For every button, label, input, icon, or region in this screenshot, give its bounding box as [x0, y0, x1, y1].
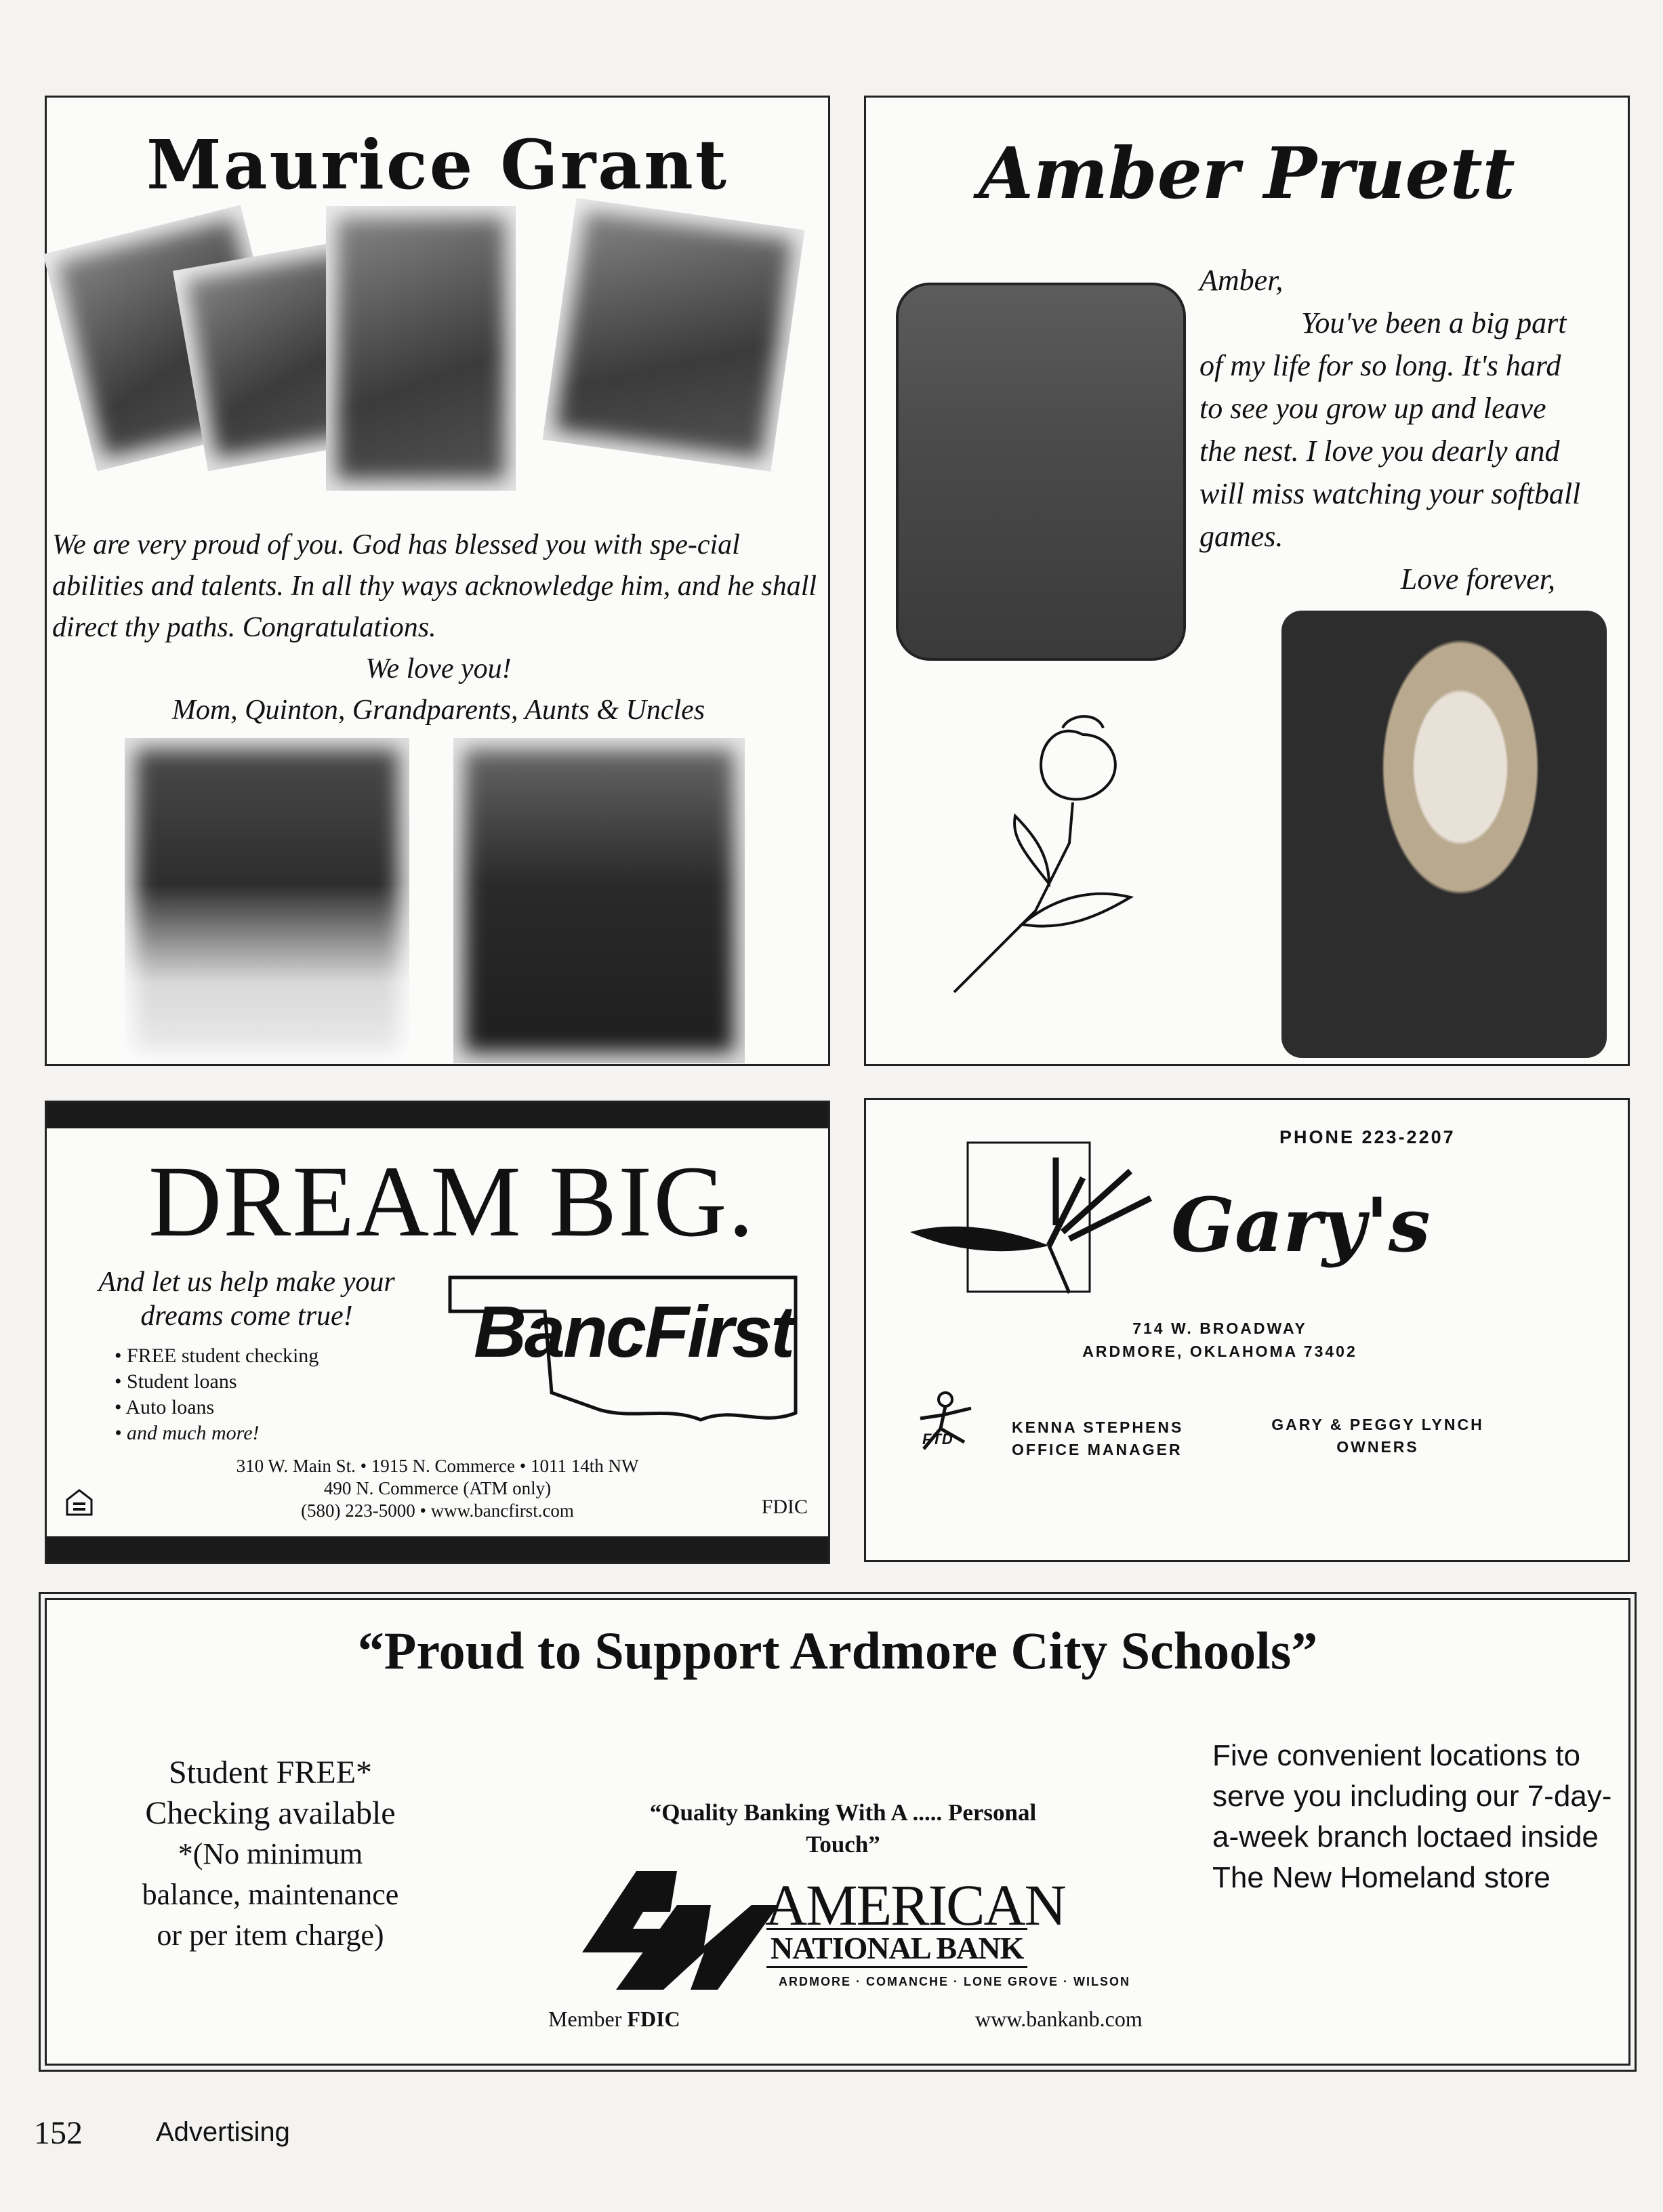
phone-number: PHONE 223-2207	[1279, 1127, 1456, 1147]
branch-towns: ARDMORE · COMANCHE · LONE GROVE · WILSON	[779, 1975, 1130, 1988]
senior-portrait	[125, 738, 409, 1063]
subheadline: And let us help make your dreams come true!	[98, 1267, 395, 1332]
locations-text: Five convenient locations to serve you including our 7-day-a-week branch loctaed inside The New Homeland store	[1212, 1739, 1612, 1894]
list-item: • Auto loans	[115, 1395, 319, 1420]
message-body: We are very proud of you. God has blessed you with spe-cial abilities and talents. In all thy ways acknowledge him, and he shall direct thy paths. Congratulations.	[52, 529, 817, 643]
graduation-photo	[326, 206, 516, 491]
address-block	[47, 1455, 828, 1522]
contact-title: OFFICE MANAGER	[1012, 1441, 1183, 1458]
fdic-mark: FDIC	[761, 1496, 808, 1518]
service-list	[115, 1343, 319, 1446]
football-portrait	[453, 738, 745, 1063]
amber-pruett-ad	[864, 96, 1630, 1066]
ad-message	[52, 525, 825, 731]
garys-ad	[864, 1098, 1630, 1562]
list-item: • FREE student checking	[115, 1343, 319, 1369]
bottom-bar	[47, 1536, 828, 1562]
address-line: 714 W. BROADWAY	[1132, 1319, 1307, 1337]
address-line: 310 W. Main St. • 1915 N. Commerce • 1011 14th NW	[236, 1456, 639, 1476]
ftd-label: FTD	[922, 1431, 953, 1448]
senior-portrait	[1281, 611, 1607, 1058]
bird-of-paradise-logo	[907, 1137, 1191, 1300]
address-block	[866, 1317, 1574, 1363]
address-line: 490 N. Commerce (ATM only)	[323, 1478, 552, 1498]
ad-message	[1199, 259, 1582, 643]
ad-title: Amber Pruett	[979, 131, 1515, 215]
offer-line: Checking available	[145, 1795, 396, 1831]
ad-title: Maurice Grant	[146, 125, 728, 205]
american-national-bank-ad	[45, 1598, 1630, 2066]
maurice-grant-ad	[45, 96, 830, 1066]
fdic-label: FDIC	[627, 2007, 680, 2031]
headline: “Proud to Support Ardmore City Schools”	[357, 1621, 1318, 1680]
contact-name: KENNA STEPHENS	[1012, 1418, 1184, 1436]
contact-line: (580) 223-5000 • www.bancfirst.com	[301, 1500, 574, 1521]
bank-name-sub: NATIONAL BANK	[766, 1928, 1027, 1968]
top-bar	[47, 1103, 828, 1128]
headline: DREAM BIG.	[148, 1145, 756, 1258]
message-body: You've been a big part of my life for so long. It's hard to see you grow up and leave the nest. I love you dearly and will miss watching your softball games.	[1199, 306, 1581, 553]
page-number: 152	[34, 2115, 83, 2151]
list-item: • and much more!	[115, 1420, 319, 1446]
contact-block	[1012, 1416, 1183, 1461]
closing: Love forever,	[1400, 562, 1555, 596]
bank-name: AMERICAN	[765, 1872, 1065, 1938]
ftd-logo	[910, 1385, 985, 1459]
anb-monogram	[575, 1864, 779, 1993]
contact-title: OWNERS	[1336, 1438, 1419, 1456]
signature: Mom, Quinton, Grandparents, Aunts & Uncles	[171, 695, 705, 726]
portrait-photo	[543, 198, 805, 472]
love-line: We love you!	[365, 653, 512, 684]
website: www.bankanb.com	[975, 2007, 1143, 2031]
bancfirst-logo: BancFirst	[474, 1290, 794, 1372]
member-label: Member	[548, 2007, 622, 2031]
rose-drawing	[947, 708, 1164, 999]
section-label: Advertising	[156, 2117, 290, 2147]
bancfirst-ad	[45, 1101, 830, 1564]
student-checking-block	[128, 1753, 413, 1956]
softball-photo	[896, 283, 1186, 661]
equal-housing-icon	[66, 1488, 93, 1517]
contact-name: GARY & PEGGY LYNCH	[1271, 1416, 1484, 1433]
salutation: Amber,	[1199, 264, 1284, 297]
member-fdic	[548, 2007, 680, 2032]
shop-name: Gary's	[1171, 1181, 1431, 1269]
list-item: • Student loans	[115, 1369, 319, 1395]
owners-block	[1249, 1414, 1506, 1458]
offer-note: *(No minimum balance, maintenance or per item charge)	[142, 1837, 399, 1952]
slogan: “Quality Banking With A ..... Personal Touch”	[649, 1799, 1037, 1858]
address-line: ARDMORE, OKLAHOMA 73402	[1082, 1343, 1357, 1360]
offer-line: Student FREE*	[168, 1755, 373, 1790]
